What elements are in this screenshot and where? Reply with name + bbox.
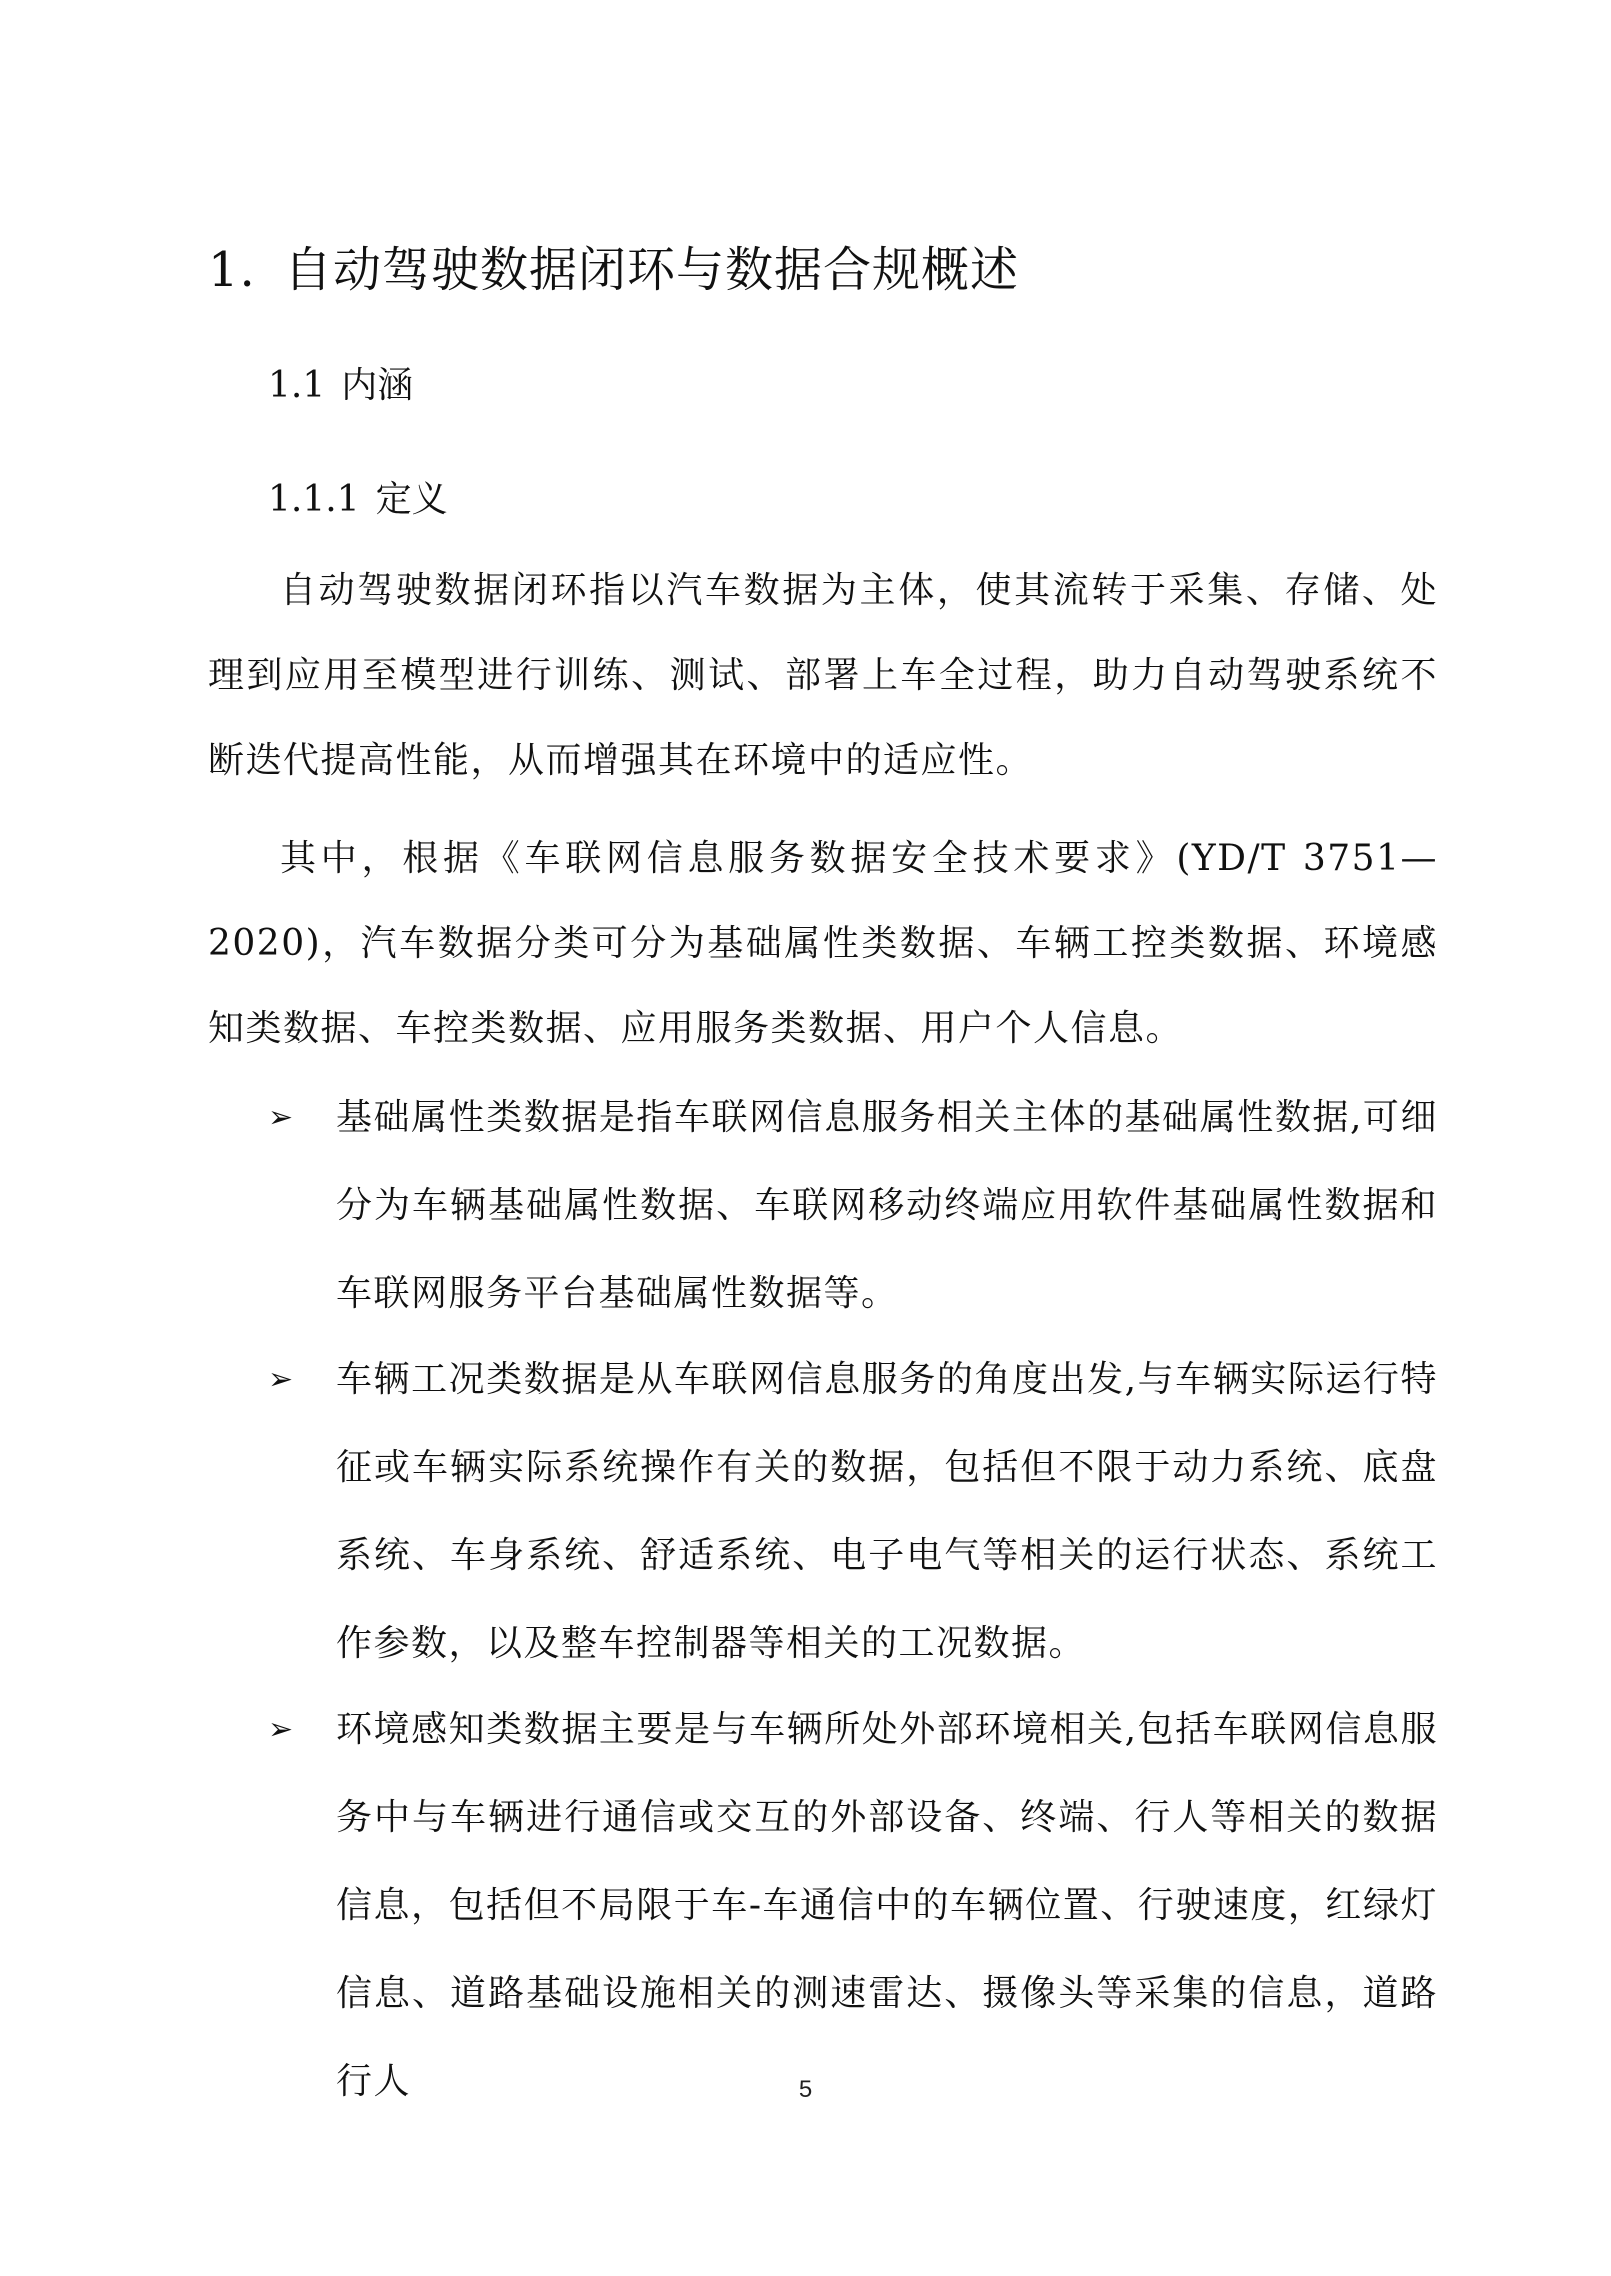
- bullet-item: [268, 1074, 1438, 1338]
- bullet-item: [268, 1336, 1438, 1688]
- subsection-title: 定义: [375, 479, 448, 520]
- paragraph-classification: 其中，根据《车联网信息服务数据安全技术要求》(YD/T 3751—2020)，汽车数据分类可分为基础属性类数据、车辆工控类数据、环境感知类数据、车控类数据、应用服务类数据、用户个人信息。: [208, 838, 1438, 1049]
- chapter-title: 自动驾驶数据闭环与数据合规概述: [284, 242, 1020, 298]
- bullet-item: [268, 1686, 1438, 2126]
- chapter-number: 1.: [208, 242, 256, 298]
- section-heading: [268, 362, 413, 410]
- chapter-heading: [208, 238, 1019, 302]
- bullet-arrow-icon: ➢: [268, 1712, 294, 1747]
- paragraph-definition: 自动驾驶数据闭环指以汽车数据为主体，使其流转于采集、存储、处理到应用至模型进行训练、测试、部署上车全过程，助力自动驾驶系统不断迭代提高性能，从而增强其在环境中的适应性。: [208, 570, 1438, 781]
- section-number: 1.1: [268, 365, 326, 406]
- bullet-arrow-icon: ➢: [268, 1362, 294, 1397]
- bullet-arrow-icon: ➢: [268, 1100, 294, 1135]
- subsection-number: 1.1.1: [268, 479, 360, 520]
- subsection-heading: [268, 476, 448, 524]
- page-number: 5: [798, 2076, 813, 2103]
- bullet-text: 车辆工况类数据是从车联网信息服务的角度出发,与车辆实际运行特征或车辆实际系统操作有关的数据，包括但不限于动力系统、底盘系统、车身系统、舒适系统、电子电气等相关的运行状态、系统工作参数，以及整车控制器等相关的工况数据。: [336, 1359, 1438, 1664]
- bullet-text: 基础属性类数据是指车联网信息服务相关主体的基础属性数据,可细分为车辆基础属性数据、车联网移动终端应用软件基础属性数据和车联网服务平台基础属性数据等。: [336, 1097, 1438, 1314]
- bullet-text: 环境感知类数据主要是与车辆所处外部环境相关,包括车联网信息服务中与车辆进行通信或交互的外部设备、终端、行人等相关的数据信息，包括但不局限于车-车通信中的车辆位置、行驶速度，红绿灯信息、道路基础设施相关的测速雷达、摄像头等采集的信息，道路行人: [336, 1709, 1438, 2102]
- section-title: 内涵: [341, 365, 414, 406]
